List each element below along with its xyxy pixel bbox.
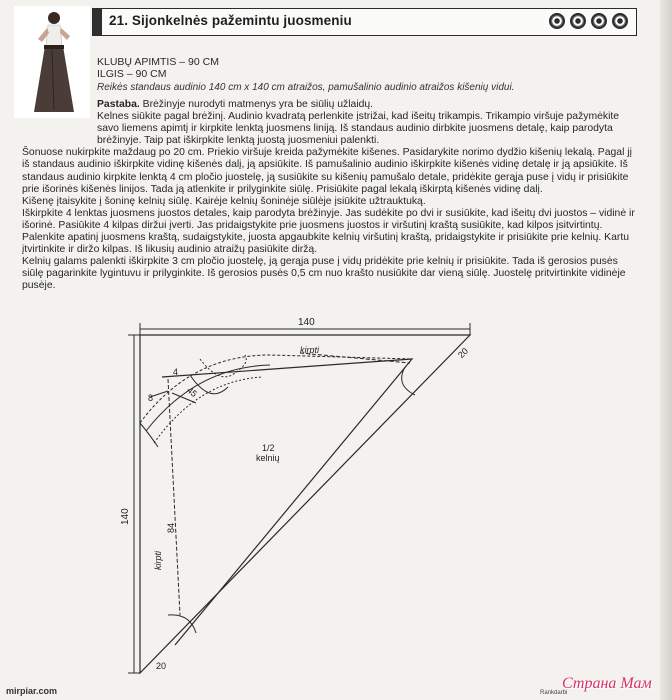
- thread-spool-icon: [549, 13, 565, 29]
- waistband-width-label: 4: [173, 367, 179, 377]
- header-bar: [92, 8, 637, 36]
- trouser-outline: [162, 359, 412, 645]
- instruction-paragraph: Kelnes siūkite pagal brėžinį. Audinio kvadratą perlenkite įstrižai, kad išeitų trikampis. Trikampio viršuje pažymėkite savo liemens apimtį ir kirpkite lenktą juosmens liniją. Iš standaus audinio dirbkite juosmens detalę, kaip parodyta brėžinyje. Taip pat iškirpkite lenktą juostą juosmeniui palenkti.: [97, 111, 620, 147]
- instruction-paragraph: Palenkite apatinį juosmens kraštą, sudaigstykite, juosta apgaubkite kelnių viršutinį kraštą, pridaigstykite ir prisiūkite prie kelnių. Kartu įtvirtinkite ir diržo kilpas. Iš likusių audinio atraižų pasiūkite diržą.: [22, 232, 629, 256]
- brand-credit: Rankdarbi: [540, 690, 568, 696]
- header-accent: [93, 9, 102, 35]
- waist-dimension-label: 8: [148, 393, 154, 403]
- instruction-paragraph: Kelnių galams palenkti iškirpkite 3 cm pločio juostelę, ją gerąja puse į vidų pridėkite prie kelnių ir prisiūkite. Tada iš gerosios pusės siūlę pagarinkite lygintuvu ir prilyginkite. Iš gerosios pusės 0,5 cm nuo krašto nusiūkite dar vieną siūlę. Juostelę pritvirtinkite vidinėje pusėje.: [22, 256, 626, 292]
- hip-measurement: KLUBŲ APIMTIS – 90 CM: [97, 56, 219, 68]
- instruction-paragraph: Šonuose nukirpkite maždaug po 20 cm. Priekio viršuje kreida pažymėkite kišenes. Pasidarykite norimo dydžio kišenių lekalą. Pagal jį iš standaus audinio iškirpkite vidinę kišenės dalį, ją apsiūkite. Iš pamušalinio audinio iškirpkite kišenės vidinę detalę ir ją apsiūkite. Iš standaus audinio kirpkite lenktą 4 cm pločio juostelę, ją susiūkite su kišenių pamušalo detale, pridėkite gerąja puse į vidų ir prisiūkite prie išorinės kišenės linijos. Tada ją atlenkite ir prilyginkite siūlę. Prisiūkite pagal lekalą iškirptą kišenės vidinę dalį.: [22, 147, 632, 195]
- page-title: 21. Sijonkelnės pažemintu juosmeniu: [109, 13, 352, 28]
- site-credit: mirpiar.com: [6, 686, 58, 696]
- hem-allowance-label: 20: [156, 661, 167, 671]
- cut-label-top: kirpti: [300, 345, 320, 355]
- pattern-diagram: [0, 315, 672, 700]
- left-dimension-label: 140: [120, 508, 131, 525]
- note-label: Pastaba.: [97, 99, 140, 110]
- pocket-dimension-label: 45: [184, 384, 200, 400]
- pattern-drawing: [0, 315, 672, 700]
- note-text: Brėžinyje nurodyti matmenys yra be siūlių užlaidų.: [139, 99, 374, 110]
- instruction-paragraph: Kišenę įtaisykite į šoninę kelnių siūlę. Kairėje kelnių šoninėje siūlėje įsiūkite užtrauktuką.: [22, 195, 426, 207]
- inseam-dimension-label: 84: [166, 522, 176, 533]
- watermark: Страна Мам: [562, 675, 652, 692]
- side-cut-arc: [402, 367, 415, 395]
- difficulty-rating: [549, 13, 628, 29]
- waist-curve: [146, 365, 270, 431]
- materials-note: Reikės standaus audinio 140 cm x 140 cm atraižos, pamušalinio audinio atraižos kišenių vidui.: [97, 82, 515, 93]
- center-label: 1/2: [262, 443, 275, 453]
- thread-spool-icon: [612, 13, 628, 29]
- center-label: kelnių: [256, 453, 280, 463]
- side-allowance-label: 20: [455, 345, 471, 361]
- top-dimension-label: 140: [298, 317, 315, 328]
- thread-spool-icon: [570, 13, 586, 29]
- length-measurement: ILGIS – 90 CM: [97, 68, 167, 80]
- thread-spool-icon: [591, 13, 607, 29]
- instruction-paragraph: Iškirpkite 4 lenktas juosmens juostos detales, kaip parodyta brėžinyje. Jas sudėkite po dvi ir susiūkite, kad išeitų dvi juostos – vidinė ir išorinė. Pasiūkite 4 kilpas diržui įverti. Jas pridaigstykite prie juosmens juostos ir viršutinį kraštą susiūkite, kad kilpos įsitvirtintų.: [22, 207, 635, 231]
- waistband-curve: [154, 377, 262, 443]
- instructions-text: [22, 99, 635, 293]
- cut-label-left: kirpti: [153, 550, 163, 570]
